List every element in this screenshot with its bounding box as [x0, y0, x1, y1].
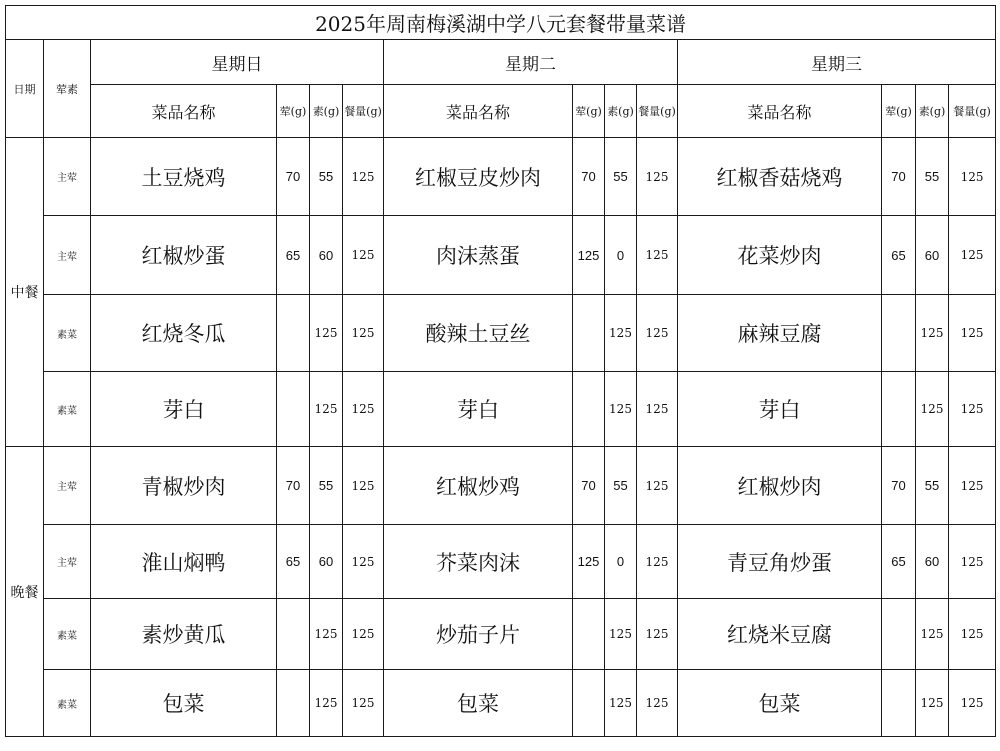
meat-weight-header: 荤(g): [573, 85, 605, 138]
menu-row: [6, 599, 996, 670]
menu-row: [6, 670, 996, 737]
portion-weight: 125: [637, 525, 678, 599]
veg-weight-header: 素(g): [605, 85, 637, 138]
veg-weight: 60: [916, 525, 949, 599]
menu-row: [6, 295, 996, 372]
meat-weight: [573, 599, 605, 670]
veg-weight: 125: [310, 295, 343, 372]
dish-name: 包菜: [91, 670, 277, 737]
portion-weight-header: 餐量(g): [949, 85, 996, 138]
portion-weight: 125: [343, 295, 384, 372]
veg-weight: 125: [605, 295, 637, 372]
veg-weight: 55: [916, 447, 949, 525]
meat-weight: [277, 599, 310, 670]
portion-weight: 125: [343, 525, 384, 599]
dish-name: 红椒炒肉: [678, 447, 882, 525]
dish-name: 芽白: [678, 372, 882, 447]
portion-weight: 125: [343, 372, 384, 447]
meat-weight: 125: [573, 216, 605, 295]
dish-name: 素炒黄瓜: [91, 599, 277, 670]
portion-weight: 125: [343, 599, 384, 670]
portion-weight: 125: [343, 216, 384, 295]
portion-weight: 125: [637, 295, 678, 372]
veg-weight: 125: [310, 372, 343, 447]
meat-weight: 70: [573, 447, 605, 525]
dish-name: 淮山焖鸭: [91, 525, 277, 599]
veg-weight: 125: [605, 372, 637, 447]
portion-weight: 125: [949, 525, 996, 599]
dish-name: 芥菜肉沫: [384, 525, 573, 599]
meat-weight-header: 荤(g): [882, 85, 916, 138]
meal-label: 晚餐: [6, 447, 44, 737]
veg-weight: 55: [605, 138, 637, 216]
dish-name: 芽白: [384, 372, 573, 447]
meat-weight: [882, 670, 916, 737]
portion-weight: 125: [637, 372, 678, 447]
meat-weight: 70: [882, 447, 916, 525]
dish-name: 青豆角炒蛋: [678, 525, 882, 599]
meat-weight: 65: [277, 525, 310, 599]
menu-row: [6, 525, 996, 599]
meat-weight: 65: [277, 216, 310, 295]
veg-weight: 55: [916, 138, 949, 216]
portion-weight: 125: [949, 295, 996, 372]
veg-weight: 125: [916, 599, 949, 670]
day-header-sunday: 星期日: [91, 40, 384, 85]
meat-weight: 70: [277, 138, 310, 216]
veg-weight: 125: [916, 372, 949, 447]
category-label: 素菜: [44, 599, 91, 670]
meat-weight-header: 荤(g): [277, 85, 310, 138]
portion-weight-header: 餐量(g): [637, 85, 678, 138]
date-header: 日期: [6, 40, 44, 138]
veg-weight: 125: [605, 670, 637, 737]
portion-weight: 125: [949, 599, 996, 670]
category-label: 主荤: [44, 525, 91, 599]
category-label: 主荤: [44, 447, 91, 525]
category-label: 素菜: [44, 670, 91, 737]
meat-weight: [882, 295, 916, 372]
veg-weight: 55: [310, 447, 343, 525]
category-label: 主荤: [44, 138, 91, 216]
dish-name-header: 菜品名称: [91, 85, 277, 138]
veg-weight-header: 素(g): [916, 85, 949, 138]
portion-weight: 125: [343, 670, 384, 737]
portion-weight: 125: [637, 599, 678, 670]
dish-name: 包菜: [384, 670, 573, 737]
veg-weight: 125: [310, 670, 343, 737]
category-label: 素菜: [44, 295, 91, 372]
dish-name: 红烧米豆腐: [678, 599, 882, 670]
dish-name: 芽白: [91, 372, 277, 447]
dish-name: 麻辣豆腐: [678, 295, 882, 372]
veg-weight: 55: [605, 447, 637, 525]
meat-weight: [573, 372, 605, 447]
veg-weight: 125: [916, 670, 949, 737]
veg-weight: 0: [605, 216, 637, 295]
meat-weight: [573, 295, 605, 372]
portion-weight: 125: [637, 138, 678, 216]
meat-weight: 70: [573, 138, 605, 216]
portion-weight: 125: [949, 447, 996, 525]
meat-weight: [277, 670, 310, 737]
menu-title: 2025年周南梅溪湖中学八元套餐带量菜谱: [6, 6, 996, 40]
menu-row: [6, 447, 996, 525]
meat-weight: 65: [882, 216, 916, 295]
dish-name: 炒茄子片: [384, 599, 573, 670]
portion-weight: 125: [949, 138, 996, 216]
portion-weight: 125: [343, 138, 384, 216]
portion-weight-header: 餐量(g): [343, 85, 384, 138]
meat-weight: 70: [277, 447, 310, 525]
veg-weight: 60: [310, 525, 343, 599]
dish-name: 土豆烧鸡: [91, 138, 277, 216]
portion-weight: 125: [637, 447, 678, 525]
dish-name: 酸辣土豆丝: [384, 295, 573, 372]
veg-weight: 125: [310, 599, 343, 670]
menu-row: [6, 216, 996, 295]
type-header: 荤素: [44, 40, 91, 138]
veg-weight: 55: [310, 138, 343, 216]
meat-weight: [573, 670, 605, 737]
category-label: 素菜: [44, 372, 91, 447]
portion-weight: 125: [343, 447, 384, 525]
day-header-tuesday: 星期二: [384, 40, 678, 85]
veg-weight: 0: [605, 525, 637, 599]
meal-label: 中餐: [6, 138, 44, 447]
dish-name: 肉沫蒸蛋: [384, 216, 573, 295]
portion-weight: 125: [637, 216, 678, 295]
menu-row: [6, 372, 996, 447]
dish-name: 红椒炒蛋: [91, 216, 277, 295]
portion-weight: 125: [949, 372, 996, 447]
menu-table: [5, 5, 996, 737]
dish-name-header: 菜品名称: [678, 85, 882, 138]
category-label: 主荤: [44, 216, 91, 295]
meat-weight: [882, 372, 916, 447]
meat-weight: 65: [882, 525, 916, 599]
portion-weight: 125: [949, 216, 996, 295]
dish-name: 红烧冬瓜: [91, 295, 277, 372]
dish-name: 青椒炒肉: [91, 447, 277, 525]
dish-name: 包菜: [678, 670, 882, 737]
meat-weight: 125: [573, 525, 605, 599]
day-header-wednesday: 星期三: [678, 40, 996, 85]
menu-row: [6, 138, 996, 216]
portion-weight: 125: [949, 670, 996, 737]
dish-name-header: 菜品名称: [384, 85, 573, 138]
dish-name: 红椒豆皮炒肉: [384, 138, 573, 216]
portion-weight: 125: [637, 670, 678, 737]
veg-weight: 125: [916, 295, 949, 372]
dish-name: 红椒炒鸡: [384, 447, 573, 525]
veg-weight: 60: [916, 216, 949, 295]
dish-name: 红椒香菇烧鸡: [678, 138, 882, 216]
veg-weight: 125: [605, 599, 637, 670]
veg-weight-header: 素(g): [310, 85, 343, 138]
meat-weight: [277, 295, 310, 372]
meat-weight: [277, 372, 310, 447]
meat-weight: [882, 599, 916, 670]
dish-name: 花菜炒肉: [678, 216, 882, 295]
veg-weight: 60: [310, 216, 343, 295]
meat-weight: 70: [882, 138, 916, 216]
